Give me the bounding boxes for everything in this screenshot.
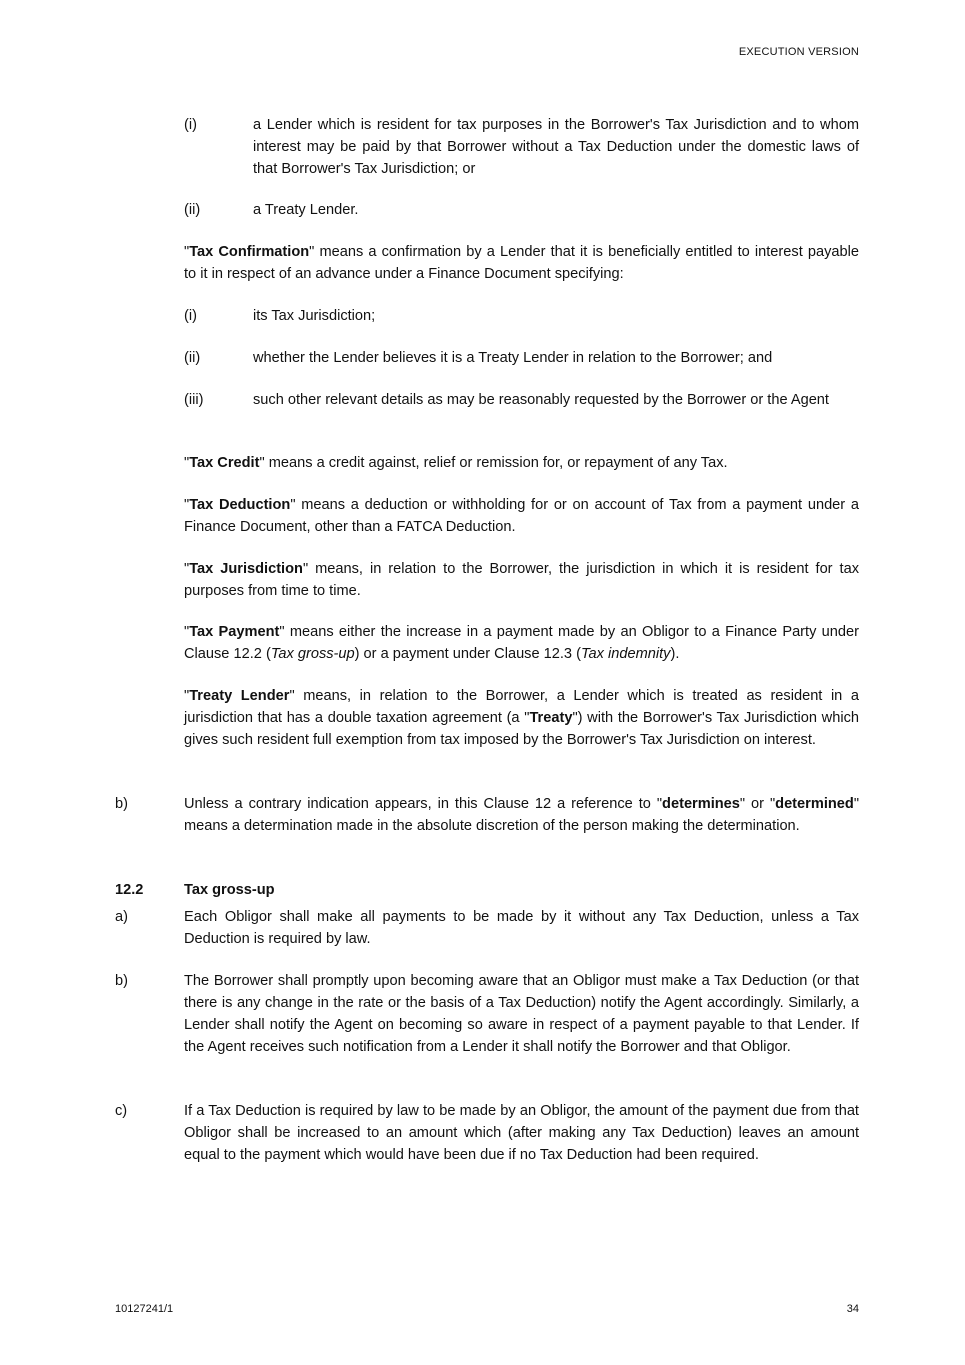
paragraph-label: (iii): [184, 392, 204, 408]
clause-title-ref: Tax gross-up: [270, 646, 355, 662]
text-run: its Tax Jurisdiction;: [253, 308, 376, 324]
text-run: whether the Lender believes it is a Treaty Lender in relation to the Borrower; and: [253, 350, 773, 366]
text-run: " means, in relation to the Borrower, a Lender which is treated as resident in a jurisdiction that has a double taxation agreement (a ": [184, 688, 860, 726]
text-run: ": [184, 624, 190, 640]
defined-term: Tax Confirmation: [189, 244, 310, 260]
defined-term: Tax Credit: [189, 455, 260, 471]
paragraph-text: [253, 114, 859, 180]
text-run: ).: [670, 646, 680, 662]
text-run: ": [184, 455, 190, 471]
text-run: a Treaty Lender.: [253, 202, 359, 218]
paragraph-text: [184, 558, 859, 602]
defined-term: Tax Jurisdiction: [189, 561, 303, 577]
footer-doc-ref: 10127241/1: [115, 1303, 174, 1315]
paragraph-text: [184, 793, 859, 837]
paragraph-text: [253, 347, 859, 369]
text-run: ) or a payment under Clause 12.3 (: [354, 646, 581, 662]
text-run: " means a credit against, relief or remission for, or repayment of any Tax.: [259, 455, 728, 471]
paragraph-text: [184, 241, 859, 285]
text-run: " means a determination made in the absolute discretion of the person making the determination.: [184, 796, 860, 834]
paragraph-text: [184, 621, 859, 665]
page-number: 34: [846, 1303, 859, 1315]
paragraph-label: b): [115, 973, 128, 989]
text-run: a Lender which is resident for tax purposes in the Borrower's Tax Jurisdiction and to whom interest may be paid by that Borrower without a Tax Deduction under the domestic laws of that Borrower's Tax Jurisdiction; or: [253, 117, 859, 177]
paragraph-label: b): [115, 796, 128, 812]
clause-title-ref: Tax indemnity: [580, 646, 671, 662]
text-run: ": [184, 561, 190, 577]
text-run: " means either the increase in a payment made by an Obligor to a Finance Party under Clause 12.2 (: [184, 624, 859, 662]
paragraph-text: [184, 1100, 859, 1166]
defined-term: Tax Payment: [189, 624, 280, 640]
paragraph-label: (i): [184, 117, 197, 133]
paragraph-label: a): [115, 909, 128, 925]
text-run: " means a deduction or withholding for or on account of Tax from a payment under a Finance Document, other than a FATCA Deduction.: [184, 497, 859, 535]
paragraph-text: [253, 199, 859, 221]
paragraph-label: (ii): [184, 202, 201, 218]
paragraph-label: (i): [184, 308, 197, 324]
paragraph-text: [253, 389, 859, 411]
paragraph-text: [253, 305, 859, 327]
defined-term: Treaty Lender: [189, 688, 290, 704]
paragraph-text: [184, 879, 859, 901]
text-run: Unless a contrary indication appears, in this Clause 12 a reference to ": [184, 796, 663, 812]
defined-term: Tax Deduction: [189, 497, 291, 513]
paragraph-text: [184, 906, 859, 950]
paragraph-label: c): [115, 1103, 128, 1119]
paragraph-text: [184, 685, 859, 751]
text-run: The Borrower shall promptly upon becoming aware that an Obligor must make a Tax Deduction (or that there is any change in the rate or the basis of a Tax Deduction) notify the Agent accordingly. Similarly, a Lender shall notify the Agent on becoming so aware in respect of a payment payable to that Lender. If the Agent receives such notification from a Lender it shall notify the Borrower and that Obligor.: [184, 973, 859, 1055]
paragraph-text: [184, 970, 859, 1058]
header-execution-version: EXECUTION VERSION: [738, 46, 859, 58]
defined-term: Treaty: [529, 710, 573, 726]
paragraph-text: [184, 494, 859, 538]
text-run: such other relevant details as may be reasonably requested by the Borrower or the Agent: [253, 392, 829, 408]
text-run: ": [184, 244, 190, 260]
paragraph-label: 12.2: [115, 882, 144, 898]
paragraph-text: [184, 452, 859, 474]
text-run: ": [184, 688, 190, 704]
text-run: " means, in relation to the Borrower, the jurisdiction in which it is resident for tax purposes from time to time.: [184, 561, 859, 599]
defined-term: determined: [775, 796, 854, 812]
text-run: " means a confirmation by a Lender that it is beneficially entitled to interest payable to it in respect of an advance under a Finance Document specifying:: [184, 244, 859, 282]
text-run: " or ": [739, 796, 776, 812]
text-run: ": [184, 497, 190, 513]
paragraph-label: (ii): [184, 350, 201, 366]
text-run: ") with the Borrower's Tax Jurisdiction which gives such resident full exemption from tax imposed by the Borrower's Tax Jurisdiction on interest.: [184, 710, 859, 748]
defined-term: Tax gross-up: [184, 882, 275, 898]
text-run: If a Tax Deduction is required by law to be made by an Obligor, the amount of the payment due from that Obligor shall be increased to an amount which (after making any Tax Deduction) leaves an amount equal to the payment which would have been due if no Tax Deduction had been required.: [184, 1103, 859, 1163]
text-run: Each Obligor shall make all payments to be made by it without any Tax Deduction, unless a Tax Deduction is required by law.: [184, 909, 859, 947]
defined-term: determines: [662, 796, 740, 812]
